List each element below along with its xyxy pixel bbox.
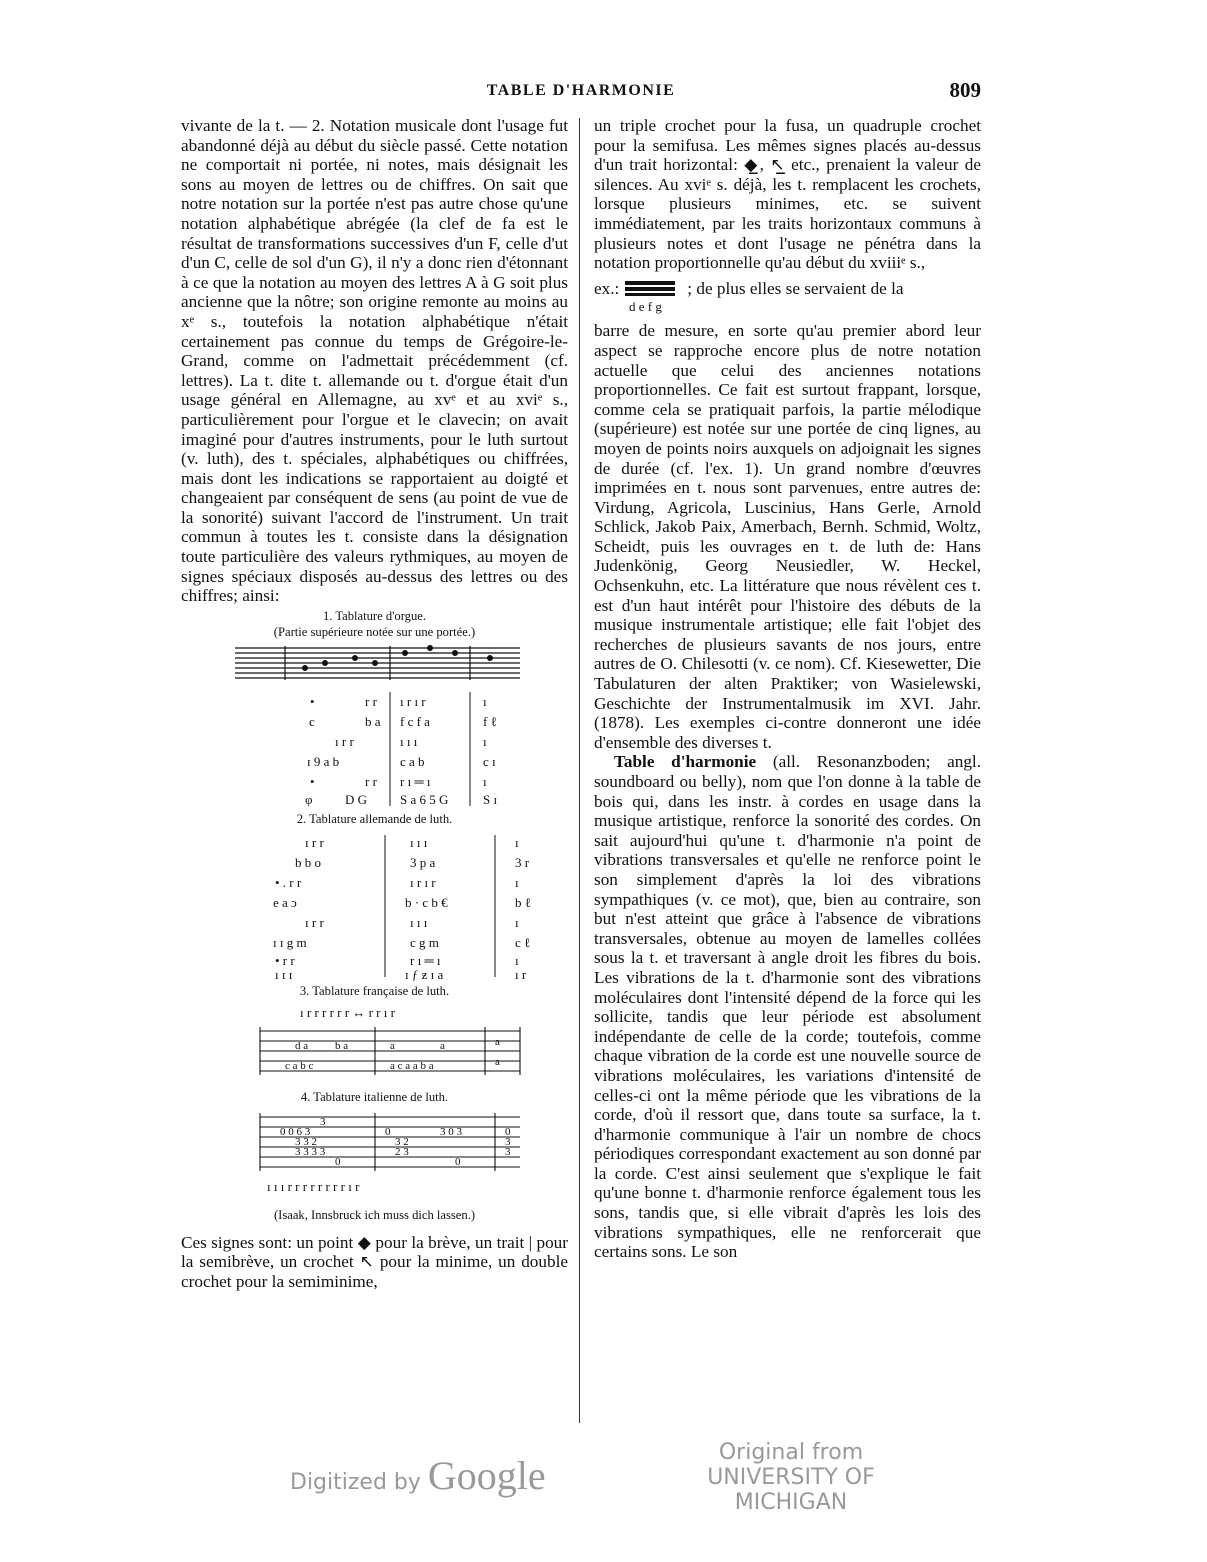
svg-text:0 0 6 3: 0 0 6 3 — [279, 1125, 310, 1138]
svg-text:b ℓ: b ℓ — [514, 894, 531, 910]
svg-text:r r: r r — [364, 693, 377, 709]
svg-text:ı ɪ ɪ: ı ɪ ɪ — [274, 966, 292, 982]
svg-text:0: 0 — [384, 1125, 390, 1138]
svg-text:e a ɔ: e a ɔ — [272, 894, 297, 910]
svg-text:ı: ı — [482, 733, 487, 749]
svg-text:3 3 3 3: 3 3 3 3 — [294, 1145, 325, 1158]
german-lute-tablature-figure — [225, 831, 531, 982]
svg-text:a: a — [494, 1035, 500, 1048]
figure-2-caption: 2. Tablature allemande de luth. — [296, 811, 453, 826]
page-number: 809 — [949, 78, 981, 102]
svg-text:3 3 2: 3 3 2 — [294, 1135, 317, 1148]
example-tail: ; de plus elles se servaient de la — [687, 278, 904, 298]
example-label: ex.: — [594, 278, 620, 298]
svg-text:ı r r: ı r r — [334, 733, 354, 749]
svg-text:ɪ ƒ ƶ ɪ a: ɪ ƒ ƶ ɪ a — [404, 966, 443, 982]
svg-text:0: 0 — [504, 1125, 510, 1138]
left-column — [181, 116, 568, 1292]
svg-text:ı r r: ı r r — [304, 834, 324, 850]
svg-text:ı r ı r: ı r ı r — [399, 693, 426, 709]
svg-text:D G: D G — [344, 791, 367, 807]
page-header — [181, 80, 981, 110]
svg-text:a: a — [494, 1055, 500, 1068]
svg-text:b a: b a — [364, 713, 381, 729]
svg-text:3 0 3: 3 0 3 — [439, 1125, 462, 1138]
svg-text:ı: ı — [482, 773, 487, 789]
svg-text:2 3: 2 3 — [394, 1145, 409, 1158]
svg-text:d a: d a — [294, 1039, 308, 1052]
digitization-footer — [0, 1440, 1207, 1515]
svg-text:c ℓ: c ℓ — [514, 934, 530, 950]
french-lute-tablature-figure — [225, 1003, 525, 1087]
svg-text:S ɪ: S ɪ — [482, 791, 497, 807]
svg-text:ı r: ı r — [514, 966, 526, 982]
example-letters: d e f g — [629, 298, 663, 314]
beam-example-figure — [623, 279, 683, 320]
svg-text:ı r r: ı r r — [304, 914, 324, 930]
entry-body: (all. Resonanzboden; angl. soundboard ou belly), nom que l'on donne à la table de bois qui, dans les instr. à cordes en usage dans la musique artistique, renforce la sonorité des cordes. On sait aujourd'hui qu'une t. d'harmonie n'a point de vibrations transversales et qu'elle ne renforce point le son simplement d'après la loi des vibrations sympathiques (v. ce mot), que, bien au contraire, son but n'est atteint que grâce à l'absence de vibrations transversales, obtenue au moyen de lamelles collées sous la t. et traversant à angle droit les fibres du bois. Les vibrations de la t. d'harmonie sont des vibrations moléculaires dont l'intensité dépend de la force qui les sollicite, tandis que leur période est absolument indépendante de celle de la corde; toutefois, comme chaque vibration de la corde est une nouvelle source de vibrations moléculaires, les variations d'intensité de celles-ci ont la même période que les vibrations de la corde, d'où il ressort que, dans toute sa surface, la t. d'harmonie communique à l'air un nombre de chocs périodiques correspondant exactement au son donné par la corde. C'est ainsi seulement que s'explique le fait qu'une bonne t. d'harmonie renforce également tous les sons, tandis que, si elle vibrait d'après les lois des vibrations sympathiques, elle ne renforcerait que certains sons. Le son — [594, 752, 981, 1262]
svg-text:a c a a b a: a c a a b a — [389, 1059, 434, 1072]
figure-4-caption: 4. Tablature italienne de luth. — [300, 1089, 449, 1104]
svg-text:r ı ═ ı: r ı ═ ı — [399, 773, 431, 789]
right-paragraph-2: barre de mesure, en sorte qu'au premier abord leur aspect se rapproche encore plus de notre notation actuelle que celui des anciennes notations proportionnelles. Ce fait est surtout frappant, lorsque, comme cela se pratiquait parfois, la partie mélodique (supérieure) est notée sur une portée de cinq lignes, au moyen de points noirs auxquels on adjoignait les signes de durée (cf. l'ex. 1). Un grand nombre d'œuvres imprimées en t. nous sont parvenues, entre autres de: Virdung, Agricola, Luscinius, Hans Gerle, Arnold Schlick, Jakob Paix, Amerbach, Bernh. Schmid, Woltz, Scheidt, puis les ouvrages en t. de luth de: Hans Judenkönig, Georg Neusiedler, W. Heckel, Ochsenkuhn, etc. La littérature que nous révèlent ces t. est d'un haut intérêt pour l'histoire des débuts de la musique instrumentale artistique; elle fait l'objet des recherches de plusieurs savants de nos jours, entre autres de O. Chilesotti (v. ce nom). Cf. Kiesewetter, Die Tabulaturen der alten Praktiker; von Wasielewski, Geschichte der Instrumentalmusik im XVI. Jahr. (1878). Les exemples ci-contre donneront une idée d'ensemble des diverses t. — [594, 321, 981, 752]
svg-text:b a: b a — [334, 1039, 348, 1052]
svg-text:a: a — [389, 1039, 395, 1052]
svg-text:•: • — [309, 693, 315, 709]
svg-text:0: 0 — [454, 1155, 460, 1168]
svg-text:3 p a: 3 p a — [409, 854, 435, 870]
svg-text:3 r: 3 r — [514, 854, 529, 870]
svg-text:ı: ı — [514, 834, 519, 850]
entry-heading: Table d'harmonie — [614, 752, 757, 772]
left-paragraph-1: vivante de la t. — 2. Notation musicale dont l'usage fut abandonné déjà au début du siècle passé. Cette notation ne comportait ni portée, ni notes, mais désignait les sons au moyen de lettres ou de chiffres. On sait que notre notation sur la portée n'est pas autre chose qu'une notation alphabétique abrégée (la clef de fa est le résultat de transformations successives d'un F, celle d'ut d'un C, celle de sol d'un G), il n'y a donc rien d'étonnant à ce que la notation au moyen des lettres A à G soit plus ancienne que la nôtre; son origine remonte au moins au xᵉ s., toutefois la notation alphabétique n'était certainement pas connue du temps de Grégoire-le-Grand, comme on l'admettait précédemment (cf. lettres). La t. dite t. allemande ou t. d'orgue était d'un usage général en Allemagne, au xvᵉ et au xviᵉ s., particulièrement pour l'orgue et le clavecin; on avait imaginé pour d'autres instruments, pour le luth surtout (v. luth), des t. spéciales, alphabétiques ou chiffrées, mais dont les indications se rapportaient au doigté et changeaient par conséquent de sens (au point de vue de la sonorité) suivant l'accord de l'instrument. Un trait commun à toutes les t. consiste dans la désignation toute particulière des valeurs rythmiques, au moyen de signes spéciaux disposés au-dessus des lettres ou des chiffres; ainsi: — [181, 116, 568, 606]
university-label: UNIVERSITY OF MICHIGAN — [707, 1465, 875, 1515]
svg-text:c a b: c a b — [399, 753, 425, 769]
svg-text:f ℓ: f ℓ — [482, 713, 497, 729]
left-paragraph-2: Ces signes sont: un point ◆ pour la brève, un trait | pour la semibrève, un crochet ↖ pour la minime, un double crochet pour la semiminime, — [181, 1232, 568, 1292]
svg-text:3: 3 — [504, 1135, 510, 1148]
svg-text:ɪ 9 a b: ɪ 9 a b — [306, 753, 339, 769]
beam-example-line — [594, 279, 981, 320]
svg-text:• r r: • r r — [274, 952, 295, 968]
figure-4-subcaption: (Isaak, Innsbruck ich muss dich lassen.) — [273, 1207, 476, 1222]
original-from-label: Original from — [718, 1440, 864, 1465]
svg-text:3: 3 — [504, 1145, 510, 1158]
svg-text:φ: φ — [304, 791, 313, 807]
beam-strokes-icon — [623, 279, 679, 315]
figure-1-subcaption: (Partie supérieure notée sur une portée.) — [273, 624, 476, 639]
svg-text:ı: ı — [482, 693, 487, 709]
svg-text:ı r r r r r r ↔ r r: ı r r r r r r ↔ r r ı r — [299, 1004, 395, 1020]
svg-text:a: a — [439, 1039, 445, 1052]
svg-text:3 2: 3 2 — [394, 1135, 409, 1148]
right-paragraph-1: un triple crochet pour la fusa, un quadruple crochet pour la semifusa. Les mêmes signes placés au-dessus d'un trait horizontal: ◆̲, ↖̲ etc., prenaient la valeur de silences. Au xviᵉ s. déjà, les t. remplacent les crochets, lorsque plusieurs minimes, etc. se suivent immédiatement, par les traits horizontaux communs à plusieurs notes et dont l'usage ne pénétra dans la notation proportionnelle qu'au début du xviiiᵉ s., — [594, 116, 981, 273]
svg-text:S a 6 5 G: S a 6 5 G — [399, 791, 448, 807]
svg-text:• . r r: • . r r — [274, 874, 301, 890]
svg-text:r r: r r — [364, 773, 377, 789]
organ-tablature-figure — [225, 644, 525, 809]
original-source-watermark — [666, 1440, 916, 1515]
svg-text:ı: ı — [514, 952, 519, 968]
svg-text:c: c — [308, 713, 315, 729]
italian-lute-tablature-figure — [225, 1109, 525, 1205]
svg-text:b b o: b b o — [294, 854, 321, 870]
column-divider — [579, 118, 580, 1423]
svg-text:ı: ı — [514, 874, 519, 890]
svg-text:c g m: c g m — [409, 934, 439, 950]
svg-text:f c f a: f c f a — [399, 713, 430, 729]
svg-text:ı ı ı: ı ı ı — [399, 733, 417, 749]
digitized-prefix: Digitized by — [290, 1470, 421, 1495]
svg-text:c a b c: c a b c — [284, 1059, 313, 1072]
right-column — [594, 116, 981, 1262]
svg-text:ı: ı — [514, 914, 519, 930]
svg-text:ı ı ı r r r r r r r r: ı ı ı r r r r r r r r ı r — [266, 1178, 359, 1194]
svg-text:c ɪ: c ɪ — [482, 753, 496, 769]
svg-text:r ı ═ ı: r ı ═ ı — [409, 952, 441, 968]
digitized-by-watermark — [290, 1452, 546, 1499]
svg-text:0: 0 — [334, 1155, 340, 1168]
svg-text:b · c b €: b · c b € — [404, 894, 448, 910]
figure-3-caption: 3. Tablature française de luth. — [299, 983, 450, 998]
svg-text:3: 3 — [319, 1115, 325, 1128]
svg-text:•: • — [309, 773, 315, 789]
svg-text:ɪ ɪ g m: ɪ ɪ g m — [272, 934, 307, 950]
svg-text:ı r ı r: ı r ı r — [409, 874, 436, 890]
running-title: TABLE D'HARMONIE — [486, 82, 676, 99]
google-logo: Google — [427, 1453, 546, 1498]
svg-text:ı ı ı: ı ı ı — [409, 834, 427, 850]
svg-text:ı ı ı: ı ı ı — [409, 914, 427, 930]
entry-table-harmonie — [594, 752, 981, 1261]
figure-1-caption: 1. Tablature d'orgue. — [322, 608, 427, 623]
